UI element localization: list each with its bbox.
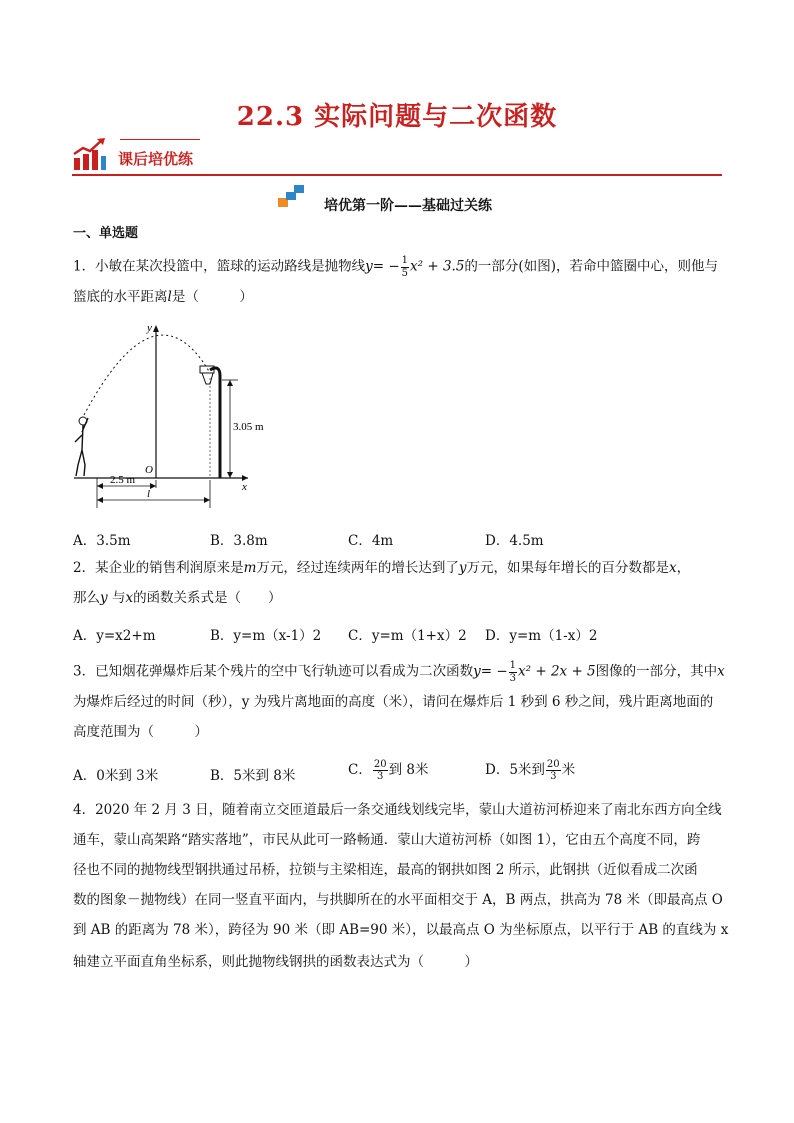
q3-line1: 3．已知烟花弹爆炸后某个残片的空中飞行轨迹可以看成为二次函数y= − $\frac{1}{3}$ x² + 2x + 5图像的一部分，其中x [73,660,725,684]
q3-option-c: C． $\frac{20}{3}$ 到 8米 [348,758,429,782]
q3-fraction: $\frac{1}{3}$ [509,660,517,684]
q3-options [0,758,794,790]
y-axis-label: y [147,322,152,334]
page-title: 22.3 实际问题与二次函数 [236,102,558,132]
header-accent-line [120,139,200,140]
q2-options [0,624,794,644]
q2-line1: 2．某企业的销售利润原来是m万元，经过连续两年的增长达到了y万元，如果每年增长的百分数都是x， [73,560,691,576]
header-label: 课后培优练 [118,150,194,168]
q1-option: A．3.5m [73,533,131,549]
q4-line2: 通车，蒙山高架路“踏实落地”，市民从此可一路畅通．蒙山大道祊河桥（如图 1），它由五个高度不同，跨 [73,832,701,848]
basketball-figure [70,320,264,510]
q4-line6: 轴建立平面直角坐标系，则此抛物线钢拱的函数表达式为（ ） [73,954,478,970]
l-label: l [147,488,151,500]
q1-fraction: $\frac{1}{5}$ [401,255,409,279]
header-divider [72,174,722,176]
q2-option: C．y=m（1+x）2 [348,628,467,644]
q1-line2: 篮底的水平距离l是（ ） [73,289,253,305]
growth-chart-icon [72,136,108,172]
q3-option: B．5米到 8米 [210,768,296,784]
part-title: 一、单选题 [73,226,139,241]
q4-line3: 径也不同的抛物线型钢拱通过吊桥，拉锁与主梁相连，最高的钢拱如图 2 所示，此钢拱（近似看成二次函 [73,862,698,878]
height-label: 3.05 m [233,421,264,433]
x-axis-label: x [242,481,247,493]
q1-option: B．3.8m [210,533,268,549]
q2-option: B．y=m（x-1）2 [210,628,322,644]
q2-line2: 那么y 与x的函数关系式是（ ） [73,590,282,606]
origin-label: O [145,464,153,476]
q3-line2: 为爆炸后经过的时间（秒），y 为残片离地面的高度（米），请问在爆炸后 1 秒到 6 秒之间，残片距离地面的 [73,694,714,710]
section-title: 培优第一阶——基础过关练 [324,198,492,214]
q1-line1: 1．小敏在某次投篮中，篮球的运动路线是抛物线y= − $\frac{1}{5}$ x² + 3.5的一部分(如图)，若命中篮圈中心，则他与 [73,255,718,279]
q1-option: C．4m [348,533,394,549]
q4-line4: 数的图象－抛物线）在同一竖直平面内，与拱脚所在的水平面相交于 A，B 两点，拱高为 78 米（即最高点 O [73,892,723,908]
distance-label: 2.5 m [110,474,136,486]
q3-option: A．0米到 3米 [73,768,159,784]
q1-option: D．4.5m [485,533,544,549]
q3-line3: 高度范围为（ ） [73,724,208,740]
q2-option: A．y=x2+m [73,628,156,644]
q3-option-d: D．5米到 $\frac{20}{3}$ 米 [485,758,576,782]
q1-options [0,529,794,549]
q2-option: D．y=m（1-x）2 [485,628,598,644]
q4-line5: 到 AB 的距离为 78 米），跨径为 90 米（即 AB=90 米），以最高点 O 为坐标原点，以平行于 AB 的直线为 x [73,922,729,938]
q4-line1: 4．2020 年 2 月 3 日，随着南立交匝道最后一条交通线划线完毕，蒙山大道祊河桥迎来了南北东西方向全线 [73,802,722,818]
